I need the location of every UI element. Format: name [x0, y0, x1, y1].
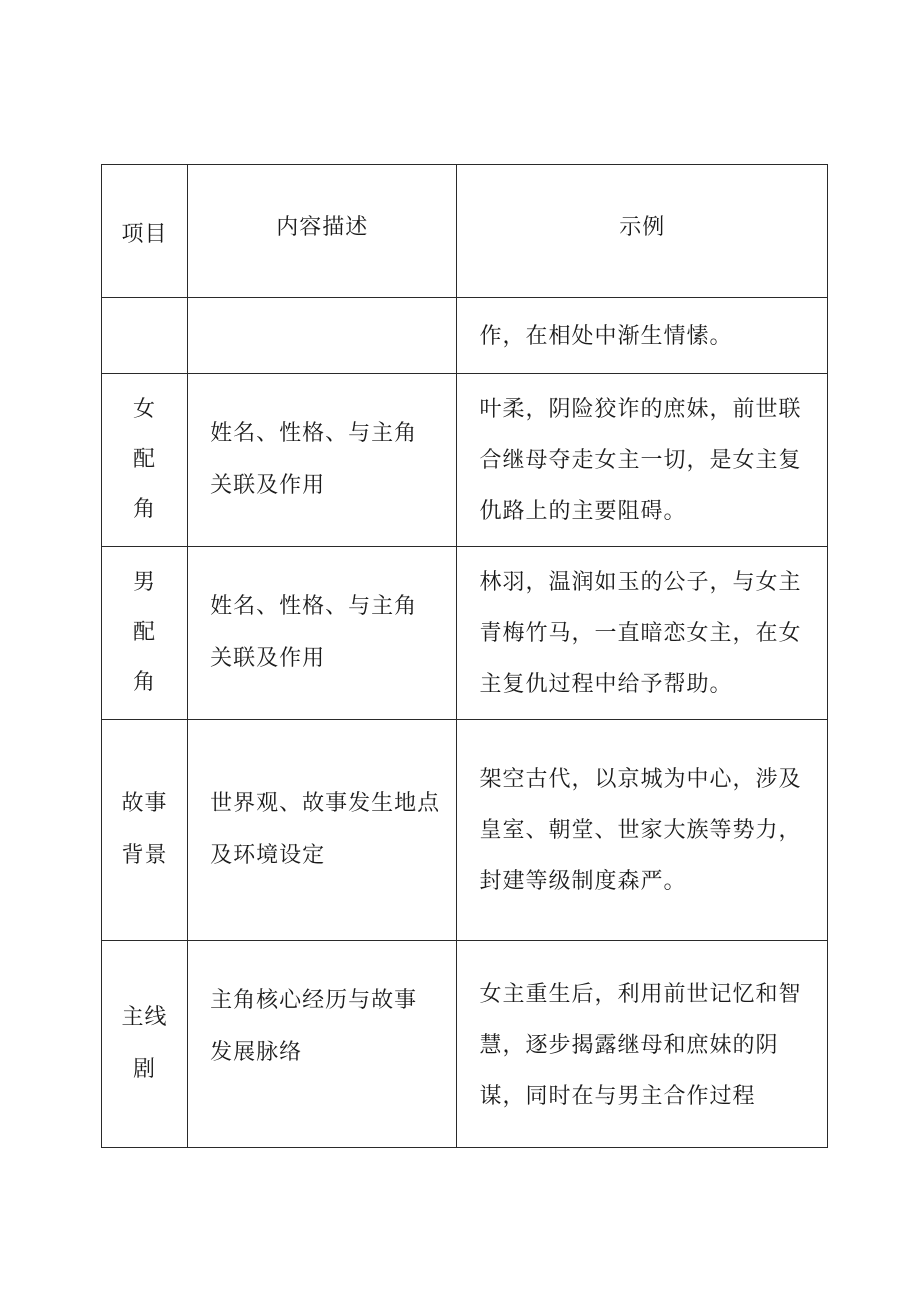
table-row — [102, 298, 828, 374]
row-item-cell — [102, 298, 188, 374]
description-line: 发展脉络 — [210, 1040, 303, 1065]
row-description-cell — [188, 374, 457, 547]
header-description: 内容描述 — [188, 165, 457, 298]
example-line: 慧，逐步揭露继母和庶妹的阴 — [479, 1033, 779, 1058]
row-description-cell — [188, 720, 457, 941]
item-char: 女 — [133, 397, 157, 422]
table-row — [102, 720, 828, 941]
row-example-cell — [457, 547, 828, 720]
row-example-cell — [457, 374, 828, 547]
item-line: 主线 — [121, 1005, 168, 1030]
header-item: 项目 — [102, 165, 188, 298]
example-line: 封建等级制度森严。 — [479, 868, 687, 894]
row-example-cell — [457, 298, 828, 374]
description-line: 世界观、故事发生地点 — [210, 791, 441, 816]
description-line: 主角核心经历与故事 — [210, 988, 418, 1013]
description-line: 姓名、性格、与主角 — [210, 421, 418, 446]
example-line: 青梅竹马，一直暗恋女主，在女 — [479, 620, 802, 646]
story-setting-table — [101, 164, 828, 1148]
row-description-cell — [188, 298, 457, 374]
item-line: 剧 — [133, 1057, 157, 1082]
description-line: 姓名、性格、与主角 — [210, 594, 418, 619]
item-line: 背景 — [121, 843, 168, 868]
row-item-cell — [102, 941, 188, 1148]
item-char: 男 — [133, 570, 157, 595]
row-example-cell — [457, 720, 828, 941]
example-line: 合继母夺走女主一切，是女主复 — [479, 447, 802, 473]
item-char: 角 — [133, 497, 157, 522]
row-item-cell — [102, 547, 188, 720]
table-row — [102, 547, 828, 720]
example-line: 女主重生后，利用前世记忆和智 — [479, 982, 802, 1007]
table-row — [102, 374, 828, 547]
table-row — [102, 941, 828, 1148]
example-line: 叶柔，阴险狡诈的庶妹，前世联 — [479, 396, 802, 422]
example-line: 作，在相处中渐生情愫。 — [479, 323, 733, 349]
item-char: 配 — [133, 620, 157, 645]
example-line: 架空古代，以京城为中心，涉及 — [479, 766, 802, 792]
row-description-cell — [188, 547, 457, 720]
item-char: 角 — [133, 670, 157, 695]
row-example-cell — [457, 941, 828, 1148]
example-line: 仇路上的主要阻碍。 — [479, 498, 687, 524]
row-item-cell — [102, 374, 188, 547]
example-line: 皇室、朝堂、世家大族等势力， — [479, 817, 802, 843]
item-char: 配 — [133, 447, 157, 472]
description-line: 关联及作用 — [210, 646, 326, 671]
table-header-row — [102, 165, 828, 298]
description-line: 关联及作用 — [210, 473, 326, 498]
example-line: 主复仇过程中给予帮助。 — [479, 671, 733, 697]
example-line: 林羽，温润如玉的公子，与女主 — [479, 569, 802, 595]
item-line: 故事 — [121, 791, 168, 816]
row-item-cell — [102, 720, 188, 941]
description-line: 及环境设定 — [210, 843, 326, 868]
header-example: 示例 — [457, 165, 828, 298]
example-line: 谋，同时在与男主合作过程 — [479, 1084, 756, 1109]
row-description-cell — [188, 941, 457, 1148]
